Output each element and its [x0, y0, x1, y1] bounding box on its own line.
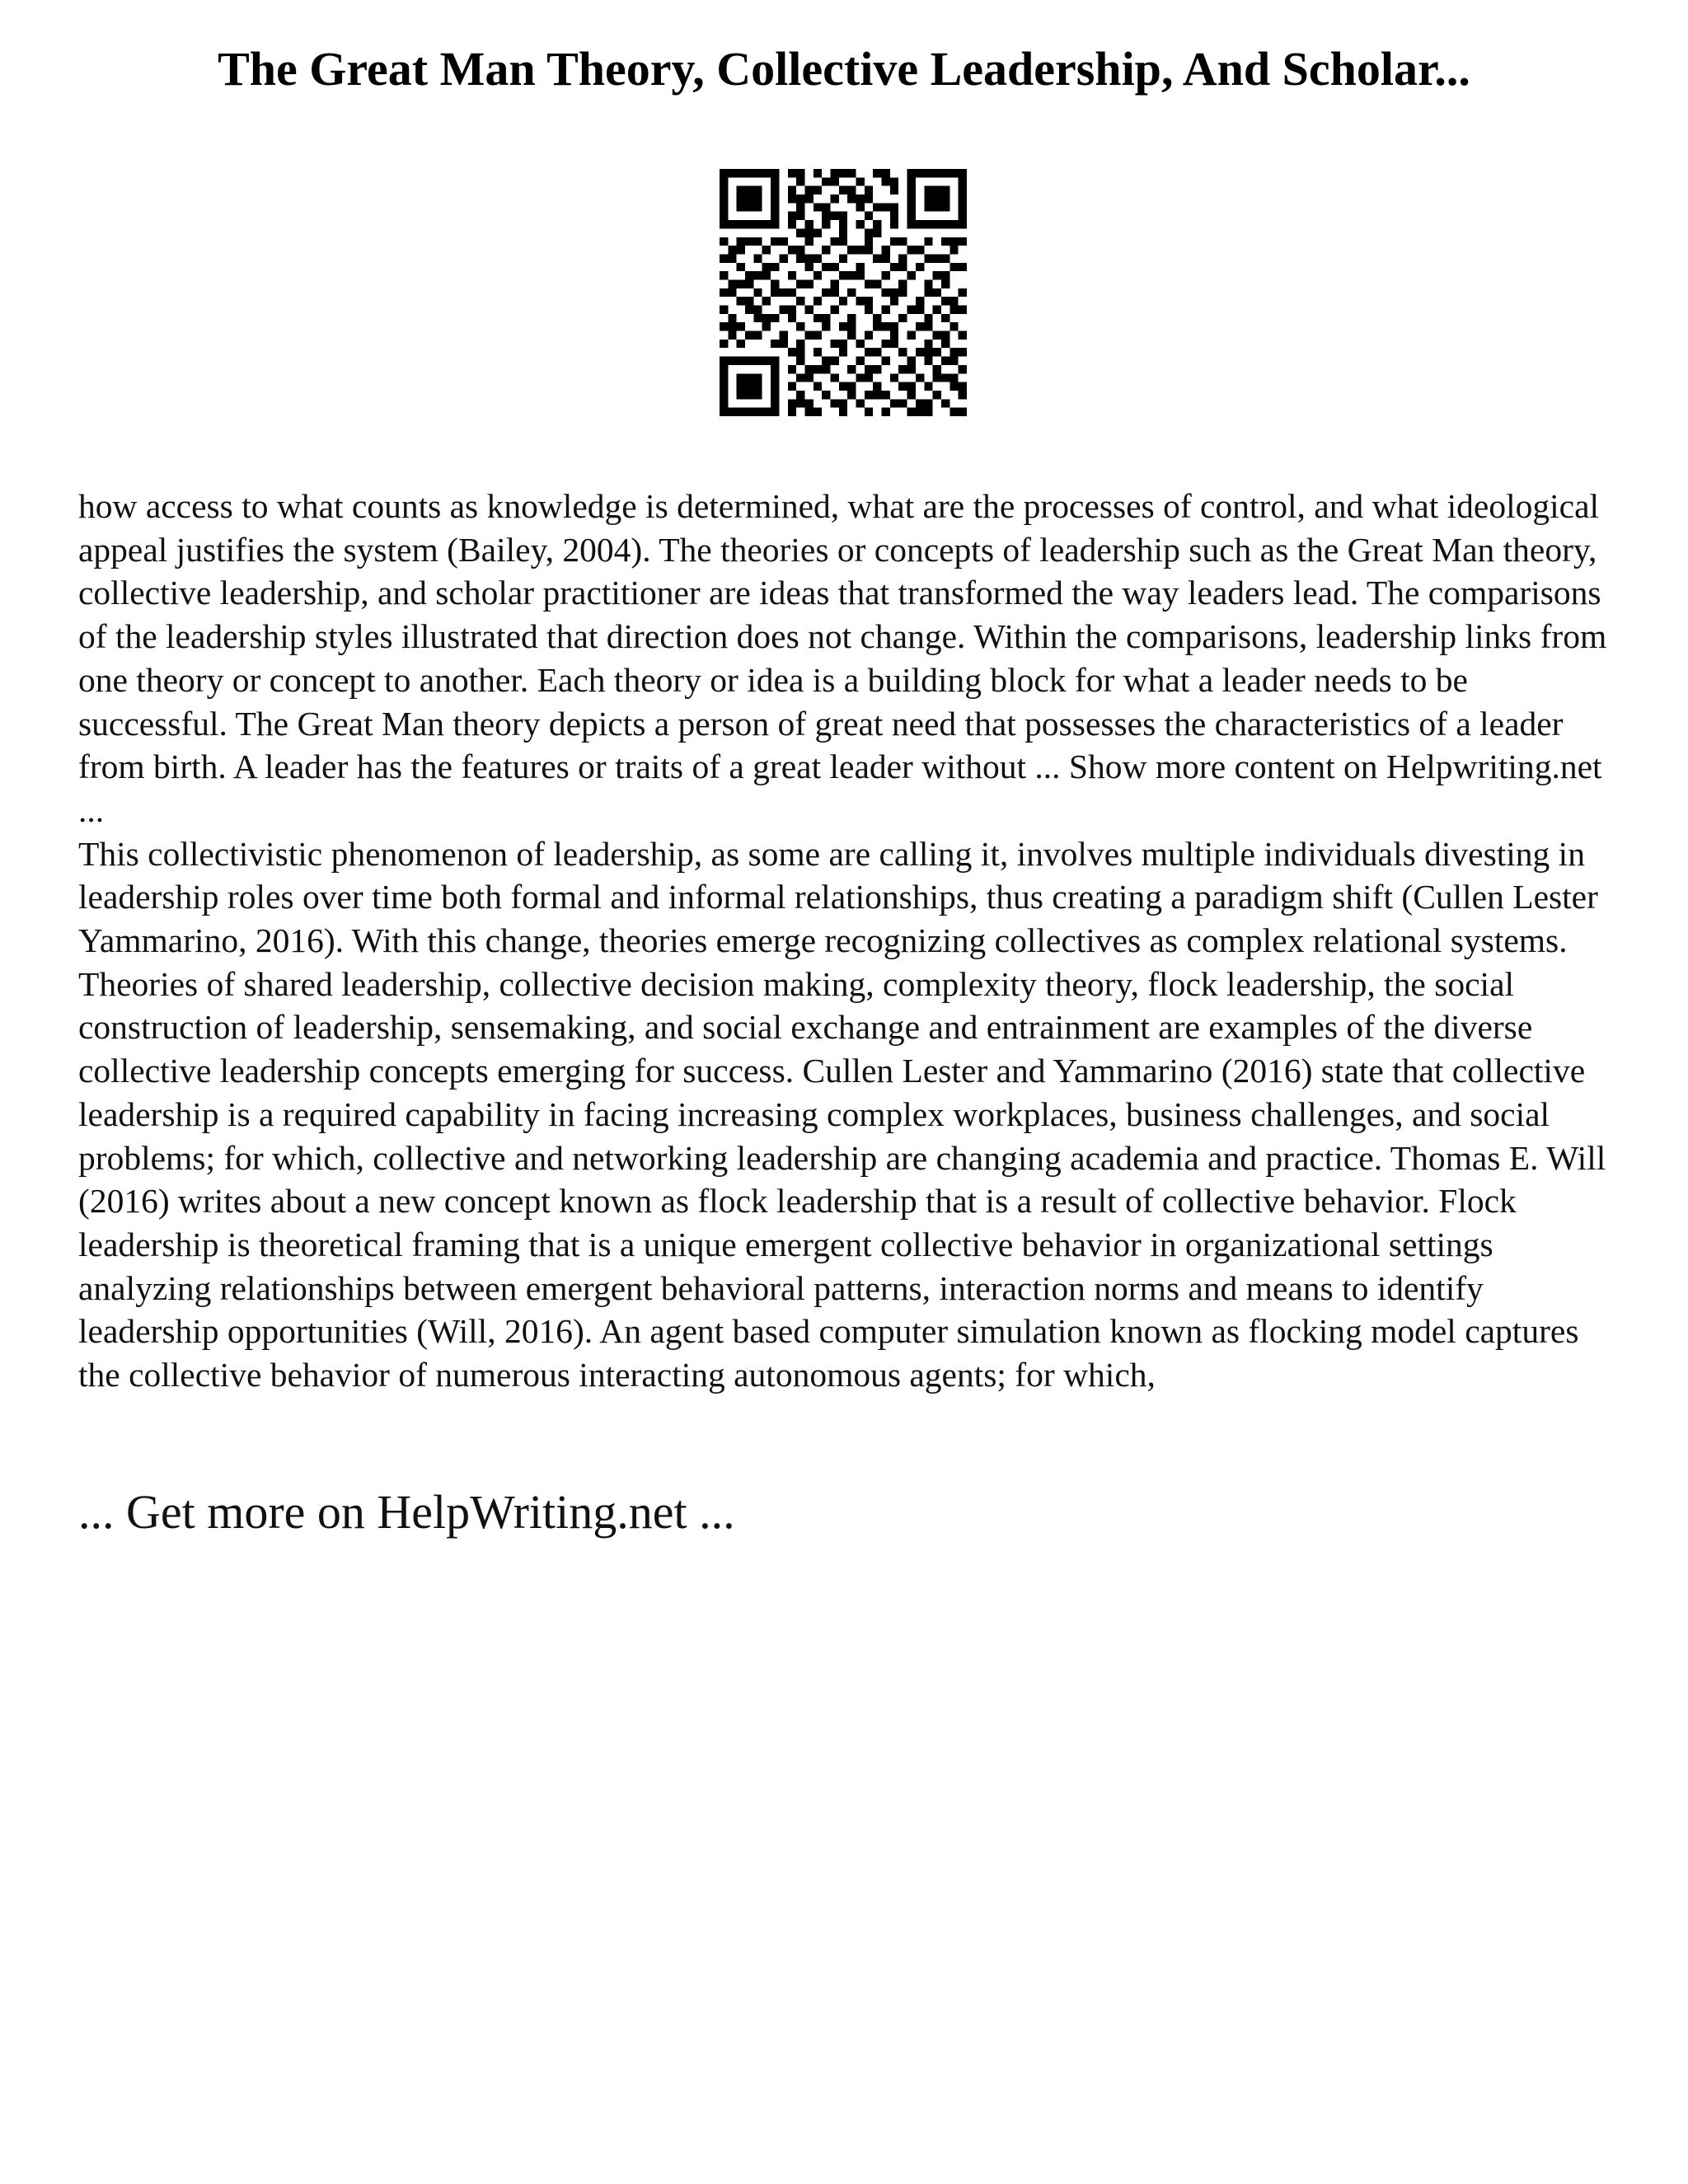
document-title: The Great Man Theory, Collective Leadership, And Scholar...	[218, 42, 1470, 96]
paragraph-1: how access to what counts as knowledge is determined, what are the processes of control, and what ideological appeal justifies the system (Bailey, 2004). The theories or concepts of leadership such as the Great Man theory, collective leadership, and scholar practitioner are ideas that transformed the way leaders lead. The comparisons of the leadership styles illustrated that direction does not change. Within the comparisons, leadership links from one theory or concept to another. Each theory or idea is a building block for what a leader needs to be successful. The Great Man theory depicts a person of great need that possesses the characteristics of a leader from birth. A leader has the features or traits of a great leader without ... Show more content on Helpwriting.net ...	[78, 487, 1607, 829]
article-body	[78, 485, 1620, 1397]
get-more-link[interactable]: ... Get more on HelpWriting.net ...	[78, 1485, 735, 1539]
paragraph-2: This collectivistic phenomenon of leadership, as some are calling it, involves multiple individuals divesting in leadership roles over time both formal and informal relationships, thus creating a paradigm shift (Cullen Lester Yammarino, 2016). With this change, theories emerge recognizing collectives as complex relational systems. Theories of shared leadership, collective decision making, complexity theory, flock leadership, the social construction of leadership, sensemaking, and social exchange and entrainment are examples of the diverse collective leadership concepts emerging for success. Cullen Lester and Yammarino (2016) state that collective leadership is a required capability in facing increasing complex workplaces, business challenges, and social problems; for which, collective and networking leadership are changing academia and practice. Thomas E. Will (2016) writes about a new concept known as flock leadership that is a result of collective behavior. Flock leadership is theoretical framing that is a unique emergent collective behavior in organizational settings analyzing relationships between emergent behavioral patterns, interaction norms and means to identify leadership opportunities (Will, 2016). An agent based computer simulation known as flocking model captures the collective behavior of numerous interacting autonomous agents; for which,	[78, 834, 1606, 1394]
qr-code-icon	[720, 169, 967, 416]
